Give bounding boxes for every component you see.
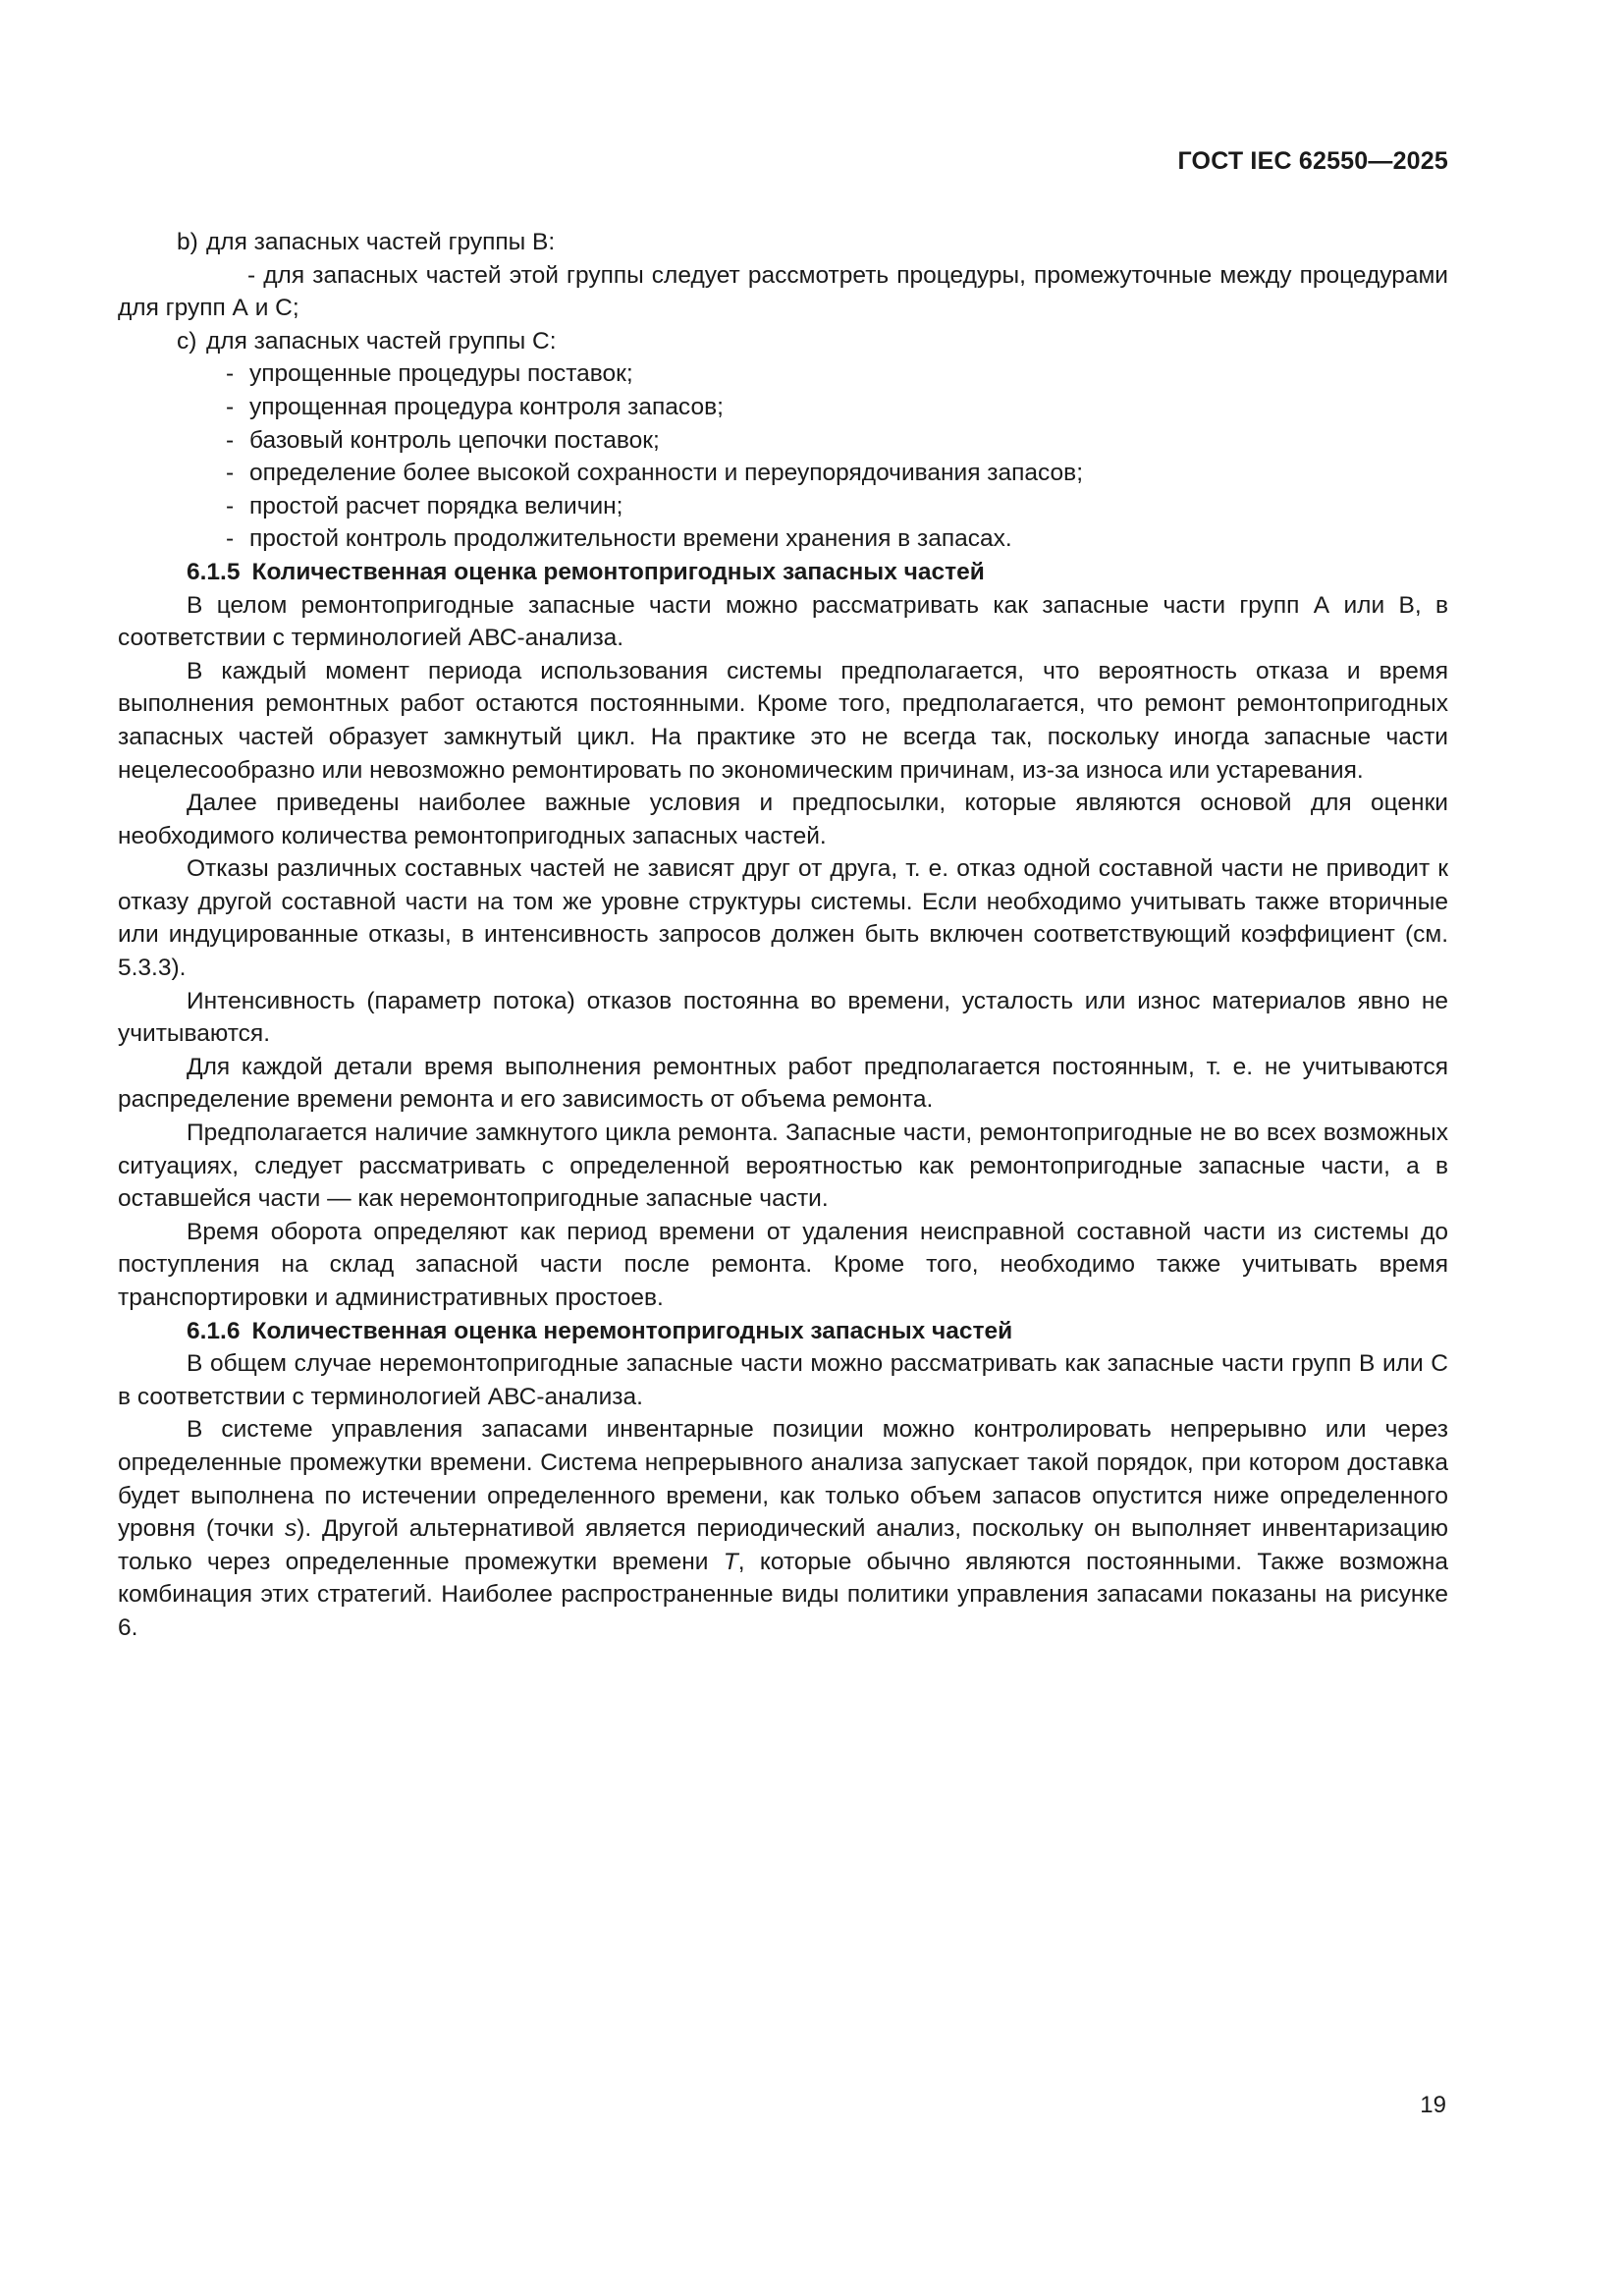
list-marker: b): [177, 229, 198, 255]
paragraph: Время оборота определяют как период времени от удаления неисправной составной части из системы до поступления на склад запасной части после ремонта. Кроме того, необходимо также учитывать время транспортировки и административных простоев.: [118, 1218, 1448, 1311]
list-subitem: - упрощенные процедуры поставок;: [226, 360, 633, 388]
list-subitem: - простой расчет порядка величин;: [226, 492, 623, 519]
paragraph: Предполагается наличие замкнутого цикла ремонта. Запасные части, ремонтопригодные не во всех возможных ситуациях, следует рассматривать с определенной вероятностью как ремонтопригодные запасные части, а в оставшейся части — как неремонтопригодные запасные части.: [118, 1120, 1448, 1213]
list-marker: c): [177, 327, 197, 355]
section-number: 6.1.5: [187, 558, 241, 585]
document-id-header: ГОСТ IEC 62550—2025: [1177, 147, 1448, 175]
paragraph: Интенсивность (параметр потока) отказов постоянна во времени, усталость или износ материалов явно не учитываются.: [118, 987, 1448, 1048]
list-item-b: [118, 226, 1448, 259]
section-heading-6-1-5: [118, 556, 1448, 589]
paragraph: В системе управления запасами инвентарные позиции можно контролировать непрерывно или через определенные промежутки времени. Система непрерывного анализа запускает такой порядок, при котором доставка будет выполнена по истечении определенного времени, как только объем запасов опустится ниже определенного уровня (точки s). Другой альтернативой является периодический анализ, поскольку он выполняет инвентаризацию только через определенные промежутки времени T, которые обычно являются постоянными. Также возможна комбинация этих стратегий. Наиболее распространенные виды политики управления запасами показаны на рисунке 6.: [118, 1416, 1449, 1641]
list-subitem: - для запасных частей этой группы следует рассмотреть процедуры, промежуточные между процедурами для групп А и С;: [118, 261, 1448, 322]
section-title: Количественная оценка неремонтопригодных запасных частей: [251, 1317, 1013, 1344]
list-subitem: - базовый контроль цепочки поставок;: [226, 426, 660, 454]
page-content: [118, 226, 1448, 1645]
list-item-c: [118, 325, 1448, 358]
list-item-title: для запасных частей группы В:: [206, 229, 556, 255]
section-title: Количественная оценка ремонтопригодных запасных частей: [251, 558, 985, 585]
variable-t: T: [723, 1548, 738, 1575]
list-subitem: - упрощенная процедура контроля запасов;: [226, 393, 724, 420]
list-subitem: - определение более высокой сохранности и переупорядочивания запасов;: [226, 460, 1084, 487]
section-number: 6.1.6: [187, 1317, 241, 1344]
paragraph: Отказы различных составных частей не зависят друг от друга, т. е. отказ одной составной части не приводит к отказу другой составной части на том же уровне структуры системы. Если необходимо учитывать также вторичные или индуцированные отказы, в интенсивность запросов должен быть включен соответствующий коэффициент (см. 5.3.3).: [118, 855, 1448, 982]
paragraph: В целом ремонтопригодные запасные части можно рассматривать как запасные части групп А или В, в соответствии с терминологией АВС-анализа.: [118, 591, 1448, 652]
paragraph: В общем случае неремонтопригодные запасные части можно рассматривать как запасные части групп В или С в соответствии с терминологией АВС-анализа.: [118, 1350, 1448, 1410]
paragraph: В каждый момент периода использования системы предполагается, что вероятность отказа и время выполнения ремонтных работ остаются постоянными. Кроме того, предполагается, что ремонт ремонтопригодных запасных частей образует замкнутый цикл. На практике это не всегда так, поскольку иногда запасные части нецелесообразно или невозможно ремонтировать по экономическим причинам, из-за износа или устаревания.: [118, 657, 1448, 784]
variable-s: s: [285, 1515, 298, 1543]
list-subitem: - простой контроль продолжительности времени хранения в запасах.: [226, 525, 1012, 553]
paragraph: Для каждой детали время выполнения ремонтных работ предполагается постоянным, т. е. не учитываются распределение времени ремонта и его зависимость от объема ремонта.: [118, 1053, 1448, 1114]
paragraph: Далее приведены наиболее важные условия и предпосылки, которые являются основой для оценки необходимого количества ремонтопригодных запасных частей.: [118, 790, 1448, 849]
page-number: 19: [1420, 2092, 1446, 2118]
section-heading-6-1-6: [118, 1315, 1448, 1348]
list-item-title: для запасных частей группы С:: [206, 327, 557, 355]
